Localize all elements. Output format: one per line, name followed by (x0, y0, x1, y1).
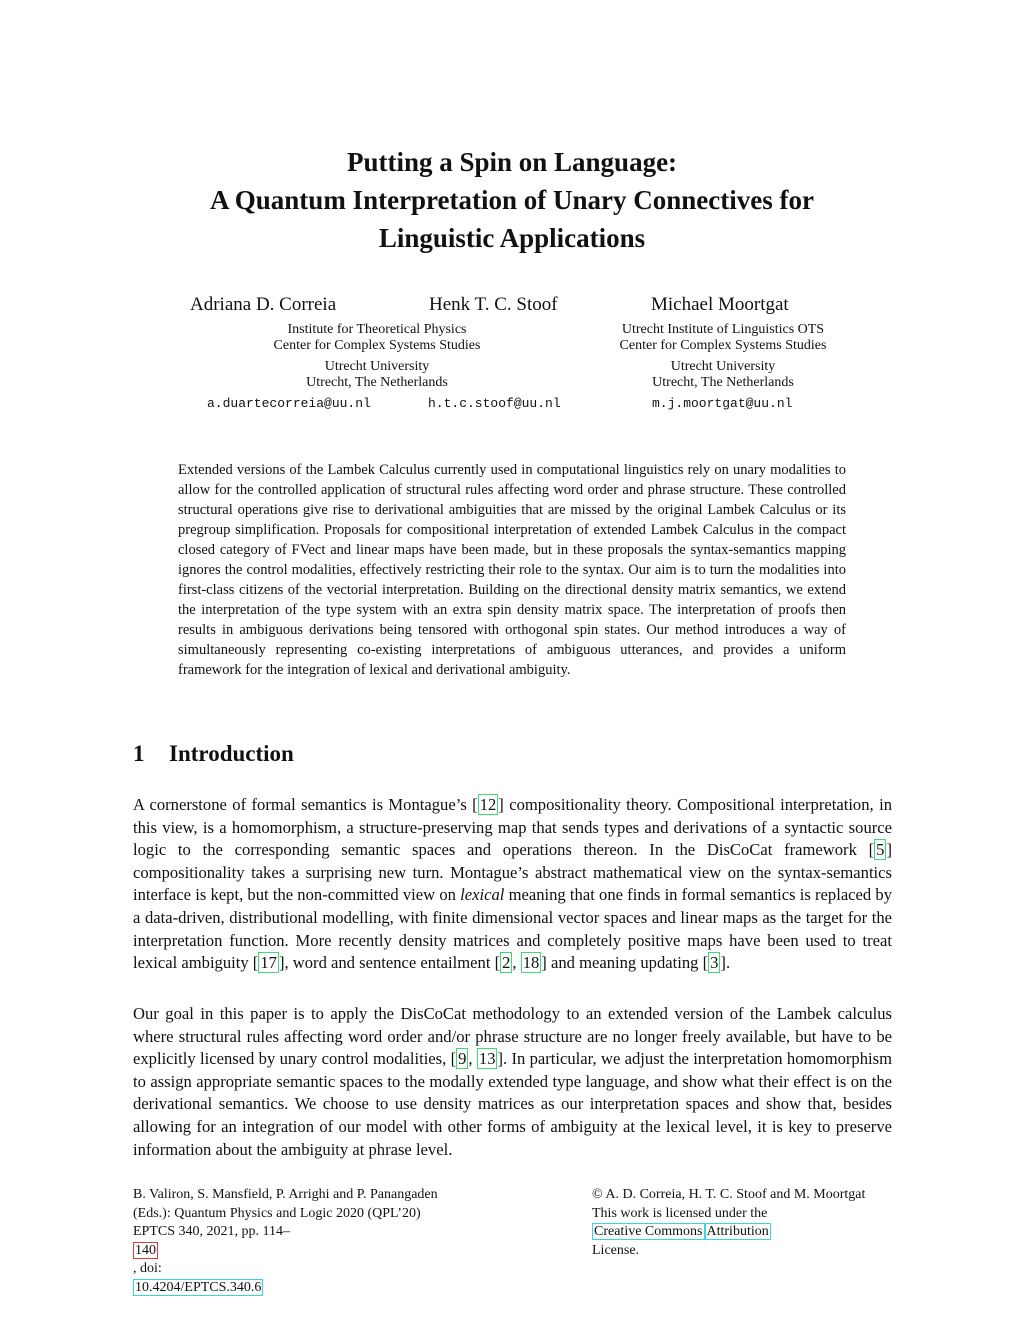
section-number: 1 (133, 741, 145, 766)
author-name-stoof: Henk T. C. Stoof (429, 294, 558, 315)
footer-left (133, 1186, 438, 1297)
citation-link-5[interactable]: 5 (876, 840, 885, 860)
author-name-correia: Adriana D. Correia (190, 294, 337, 315)
affil-left-line-3: Utrecht University (324, 359, 430, 374)
affiliation-left (252, 322, 502, 391)
affiliation-right (598, 322, 848, 391)
affil-right-line-3: Utrecht University (670, 359, 776, 374)
last-page-link[interactable]: 140 (135, 1242, 156, 1258)
author-email-correia: a.duartecorreia@uu.nl (207, 396, 371, 411)
citation-link-3[interactable]: 3 (710, 953, 719, 973)
attribution-link[interactable]: Attribution (706, 1224, 769, 1239)
affil-left-line-1: Institute for Theoretical Physics (287, 322, 467, 337)
citation-link-18[interactable]: 18 (522, 953, 540, 973)
affil-right-line-4: Utrecht, The Netherlands (652, 375, 794, 390)
title-line-2: A Quantum Interpretation of Unary Connectives for (210, 185, 814, 215)
intro-paragraph-1: A cornerstone of formal semantics is Montague’s [ 12 ] compositionality theory. Compositional interpretation, in this view, is a homomorphism, a structure-preserving map that sends types and derivations of a syntactic source logic to the corresponding semantic spaces and operations thereon. In the DisCoCat framework [ 5 ] compositionality takes a surprising new turn. Montague’s abstract mathematical view on the syntax-semantics interface is kept, but the non-committed view on lexical meaning that one finds in formal semantics is replaced by a data-driven, distributional modelling, with finite dimensional vector spaces and linear maps as the target for the interpretation function. More recently density matrices and completely positive maps have been used to treat lexical ambiguity [ 17 ], word and sentence entailment [ 2 , 18 ] and meaning updating [ 3 ]. (133, 795, 893, 973)
author-name-moortgat: Michael Moortgat (651, 294, 789, 315)
emphasis-lexical: lexical (460, 885, 505, 905)
footer-copyright: © A. D. Correia, H. T. C. Stoof and M. Moortgat (592, 1187, 866, 1202)
footer-license-intro: This work is licensed under the (592, 1205, 768, 1221)
abstract: Extended versions of the Lambek Calculus currently used in computational linguistics rely on unary modalities to allow for the controlled application of structural rules affecting word order and phrase structure. These controlled structural operations give rise to derivational ambiguities that are missed by the original Lambek Calculus or its pregroup simplification. Proposals for compositional interpretation of extended Lambek Calculus in the compact closed category of FVect and linear maps have been made, but in these proposals the syntax-semantics mapping ignores the control modalities, effectively restricting their role to the syntax. Our aim is to turn the modalities into first-class citizens of the vectorial interpretation. Building on the directional density matrix semantics, we extend the interpretation of the type system with an extra spin density matrix space. The interpretation of proofs then results in ambiguous derivations being tensored with orthogonal spin states. Our method introduces a way of simultaneously representing co-existing interpretations of ambiguous utterances, and provides a uniform framework for the integration of lexical and derivational ambiguity. (178, 462, 846, 678)
affil-right-line-2: Center for Complex Systems Studies (619, 338, 827, 353)
intro-paragraph-2: Our goal in this paper is to apply the DisCoCat methodology to an extended version of the Lambek calculus where structural rules affecting word order and/or phrase structure are no longer freely available, but have to be explicitly licensed by unary control modalities, [ 9 , 13 ]. In particular, we adjust the interpretation homomorphism to assign appropriate semantic spaces to the modally extended type language, and show what their effect is on the derivational semantics. We choose to use density matrices as our interpretation spaces and show that, besides allowing for an integration of our model with other forms of ambiguity at the lexical level, it is key to preserve information about the ambiguity at phrase level. (133, 1004, 892, 1159)
citation-link-2[interactable]: 2 (502, 953, 511, 973)
citation-link-13[interactable]: 13 (478, 1049, 496, 1069)
affil-right-line-1: Utrecht Institute of Linguistics OTS (621, 322, 825, 337)
doi-link[interactable]: 10.4204/EPTCS.340.6 (135, 1279, 262, 1295)
footer-editors: B. Valiron, S. Mansfield, P. Arrighi and P. Panangaden (133, 1187, 438, 1202)
author-email-moortgat: m.j.moortgat@uu.nl (652, 396, 793, 411)
footer-proceedings: (Eds.): Quantum Physics and Logic 2020 (QPL’20) (133, 1205, 421, 1221)
footer-eptcs: EPTCS 340, 2021, pp. 114– 140 , doi: 10.4204/EPTCS.340.6 (133, 1224, 290, 1295)
citation-link-17[interactable]: 17 (260, 953, 277, 973)
paper-title (100, 143, 924, 257)
author-email-stoof: h.t.c.stoof@uu.nl (428, 396, 561, 411)
title-line-3: Linguistic Applications (378, 223, 646, 253)
affil-left-line-4: Utrecht, The Netherlands (306, 375, 448, 390)
section-title: Introduction (169, 741, 294, 766)
section-heading (133, 740, 294, 768)
title-line-1: Putting a Spin on Language: (346, 147, 678, 177)
footer-right (592, 1186, 865, 1260)
citation-link-9[interactable]: 9 (458, 1049, 467, 1069)
footer-license: Creative Commons Attribution License. (592, 1224, 769, 1258)
creative-commons-link[interactable]: Creative Commons (594, 1224, 703, 1239)
citation-link-12[interactable]: 12 (479, 795, 497, 814)
affil-left-line-2: Center for Complex Systems Studies (273, 338, 481, 353)
